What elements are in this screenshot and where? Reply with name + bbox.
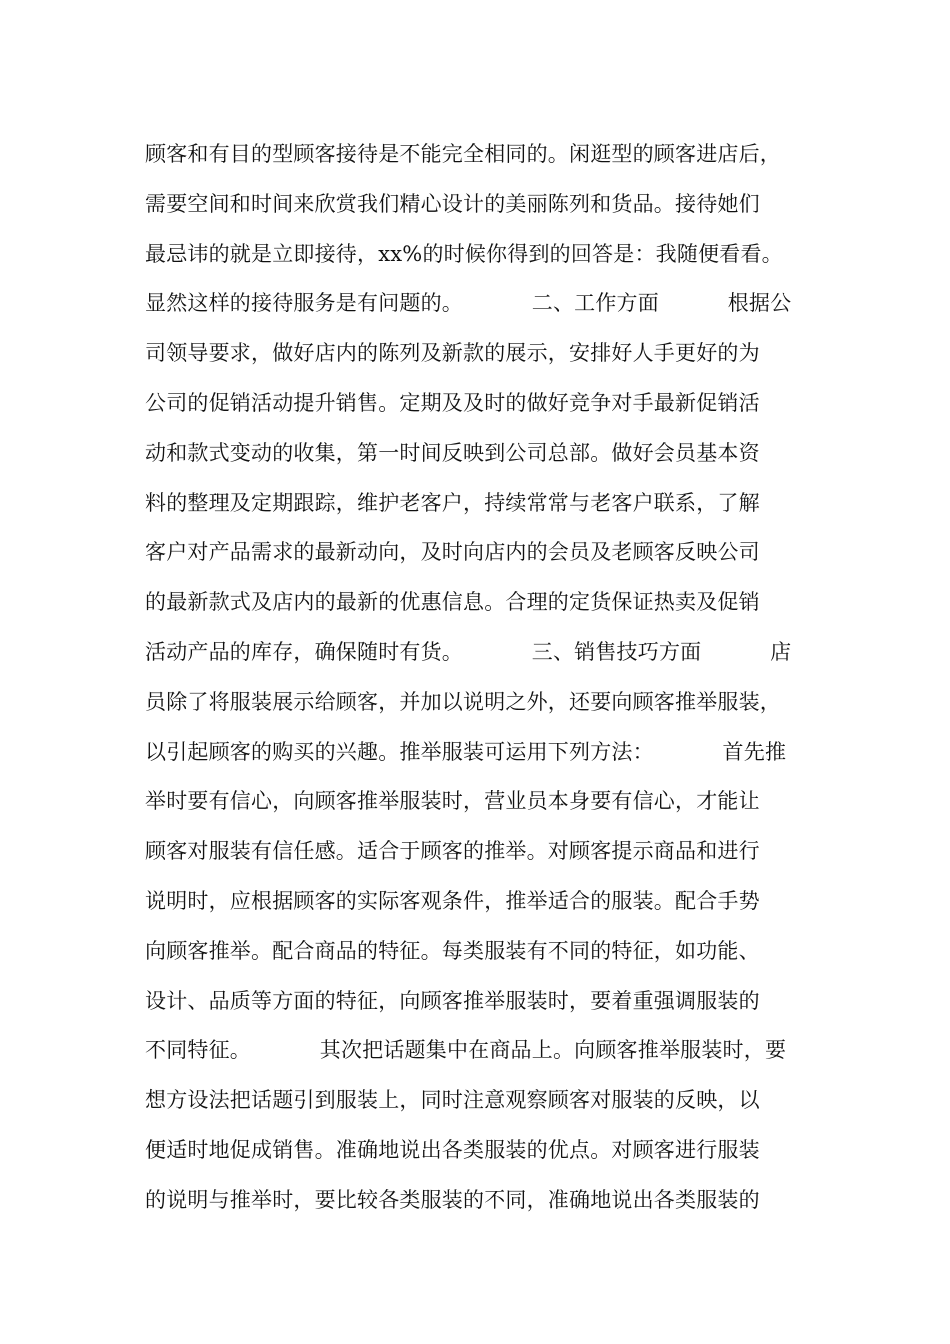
text-line: 顾客对服装有信任感。适合于顾客的推举。对顾客提示商品和进行 [145, 839, 760, 864]
text-line: 便适时地促成销售。准确地说出各类服装的优点。对顾客进行服装 [145, 1137, 760, 1162]
text-line: 举时要有信心，向顾客推举服装时，营业员本身要有信心，才能让 [145, 789, 760, 814]
text-line: 动和款式变动的收集，第一时间反映到公司总部。做好会员基本资 [145, 440, 760, 465]
text-line: 料的整理及定期跟踪，维护老客户，持续常常与老客户联系，了解 [145, 490, 760, 515]
text-line: 员除了将服装展示给顾客，并加以说明之外，还要向顾客推举服装， [145, 689, 781, 714]
text-line: 向顾客推举。配合商品的特征。每类服装有不同的特征，如功能、 [145, 938, 760, 963]
text-line: 需要空间和时间来欣赏我们精心设计的美丽陈列和货品。接待她们 [145, 191, 760, 216]
text-line: 显然这样的接待服务是有问题的。 二、工作方面 根据公 [145, 291, 792, 316]
text-line: 设计、品质等方面的特征，向顾客推举服装时，要着重强调服装的 [145, 988, 760, 1013]
text-line: 以引起顾客的购买的兴趣。推举服装可运用下列方法： 首先推 [145, 739, 787, 764]
text-line: 司领导要求，做好店内的陈列及新款的展示，安排好人手更好的为 [145, 341, 760, 366]
text-line: 最忌讳的就是立即接待，xx%的时候你得到的回答是：我随便看看。 [145, 241, 783, 266]
text-line: 想方设法把话题引到服装上，同时注意观察顾客对服装的反映，以 [145, 1088, 760, 1113]
text-line: 的最新款式及店内的最新的优惠信息。合理的定货保证热卖及促销 [145, 590, 760, 615]
text-line: 公司的促销活动提升销售。定期及及时的做好竞争对手最新促销活 [145, 390, 760, 415]
text-line: 活动产品的库存，确保随时有货。 三、销售技巧方面 店 [145, 639, 792, 664]
text-line: 的说明与推举时，要比较各类服装的不同，准确地说出各类服装的 [145, 1187, 760, 1212]
document-body [145, 130, 825, 1226]
text-line: 顾客和有目的型顾客接待是不能完全相同的。闲逛型的顾客进店后， [145, 142, 781, 166]
text-line: 客户对产品需求的最新动向，及时向店内的会员及老顾客反映公司 [145, 540, 760, 565]
text-line: 不同特征。 其次把话题集中在商品上。向顾客推举服装时，要 [145, 1038, 787, 1063]
text-line: 说明时，应根据顾客的实际客观条件，推举适合的服装。配合手势 [145, 888, 760, 913]
